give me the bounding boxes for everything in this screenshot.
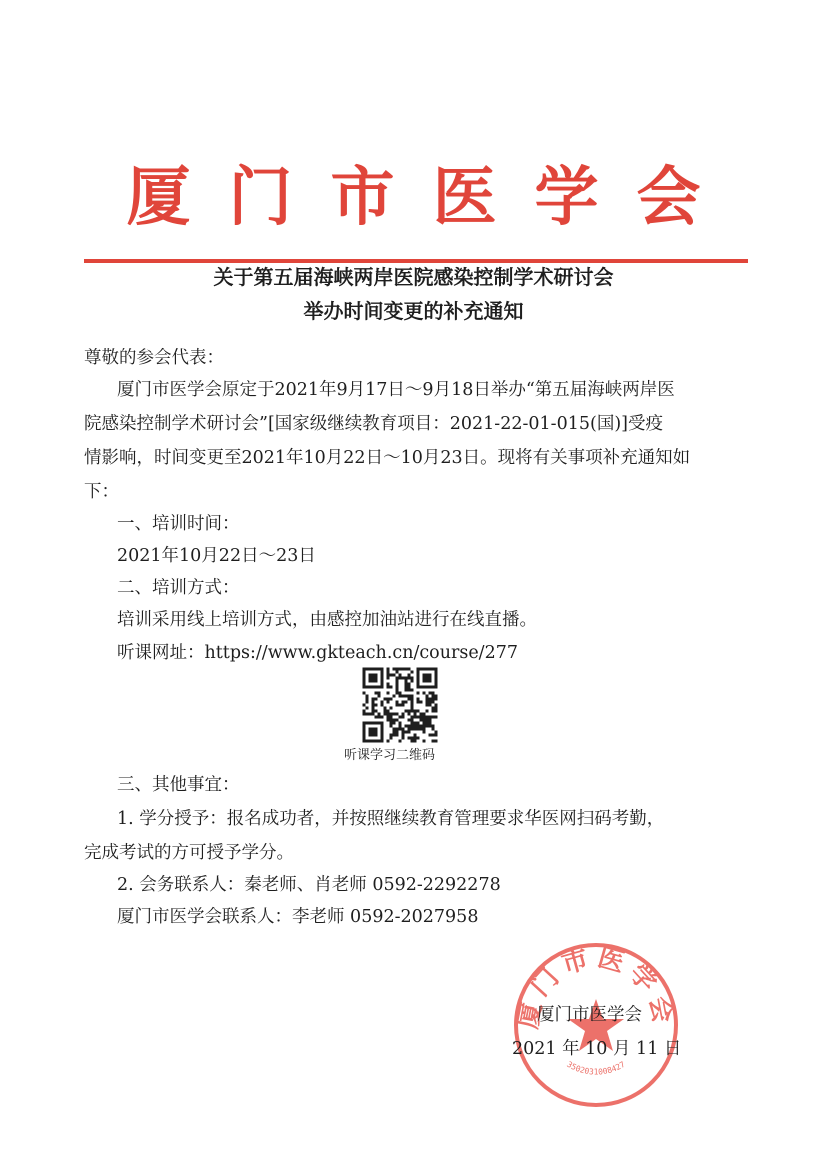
intro-line-3: 情影响，时间变更至2021年10月22日～10月23日。现将有关事项补充通知如	[84, 448, 691, 468]
item1-line-2: 完成考试的方可授予学分。	[84, 843, 294, 863]
signature-date: 2021 年 10 月 11 日	[512, 1039, 682, 1059]
item3-contact: 厦门市医学会联系人：李老师 0592-2027958	[117, 907, 479, 927]
seal-org-text: 厦门市医学会	[513, 942, 679, 1032]
org-title: 厦门市医学会	[126, 160, 739, 235]
section1-content: 2021年10月22日～23日	[117, 546, 316, 566]
qr-code-icon	[361, 666, 439, 744]
intro-line-4: 下：	[84, 482, 119, 502]
item2-contact: 2. 会务联系人：秦老师、肖老师 0592-2292278	[117, 875, 501, 895]
course-url: 听课网址：https://www.gkteach.cn/course/277	[117, 643, 518, 663]
item1-line-1: 1. 学分授予：报名成功者，并按照继续教育管理要求华医网扫码考勤，	[117, 809, 665, 829]
salutation: 尊敬的参会代表：	[84, 348, 224, 368]
qr-caption: 听课学习二维码	[344, 748, 436, 763]
section2-content: 培训采用线上培训方式，由感控加油站进行在线直播。	[117, 610, 537, 630]
svg-text:3502031008427	[565, 1060, 627, 1077]
section2-heading: 二、培训方式：	[117, 578, 240, 598]
doc-title-line1: 关于第五届海峡两岸医院感染控制学术研讨会	[213, 265, 614, 289]
seal-serial: 3502031008427	[565, 1059, 627, 1077]
intro-line-1: 厦门市医学会原定于2021年9月17日～9月18日举办“第五届海峡两岸医	[117, 380, 675, 400]
signature-org: 厦门市医学会	[537, 1005, 642, 1025]
section3-heading: 三、其他事宜：	[117, 775, 240, 795]
doc-title-line2: 举办时间变更的补充通知	[303, 299, 524, 323]
section1-heading: 一、培训时间：	[117, 514, 240, 534]
intro-line-2: 院感染控制学术研讨会”[国家级继续教育项目：2021-22-01-015(国)]受疫	[84, 414, 663, 434]
